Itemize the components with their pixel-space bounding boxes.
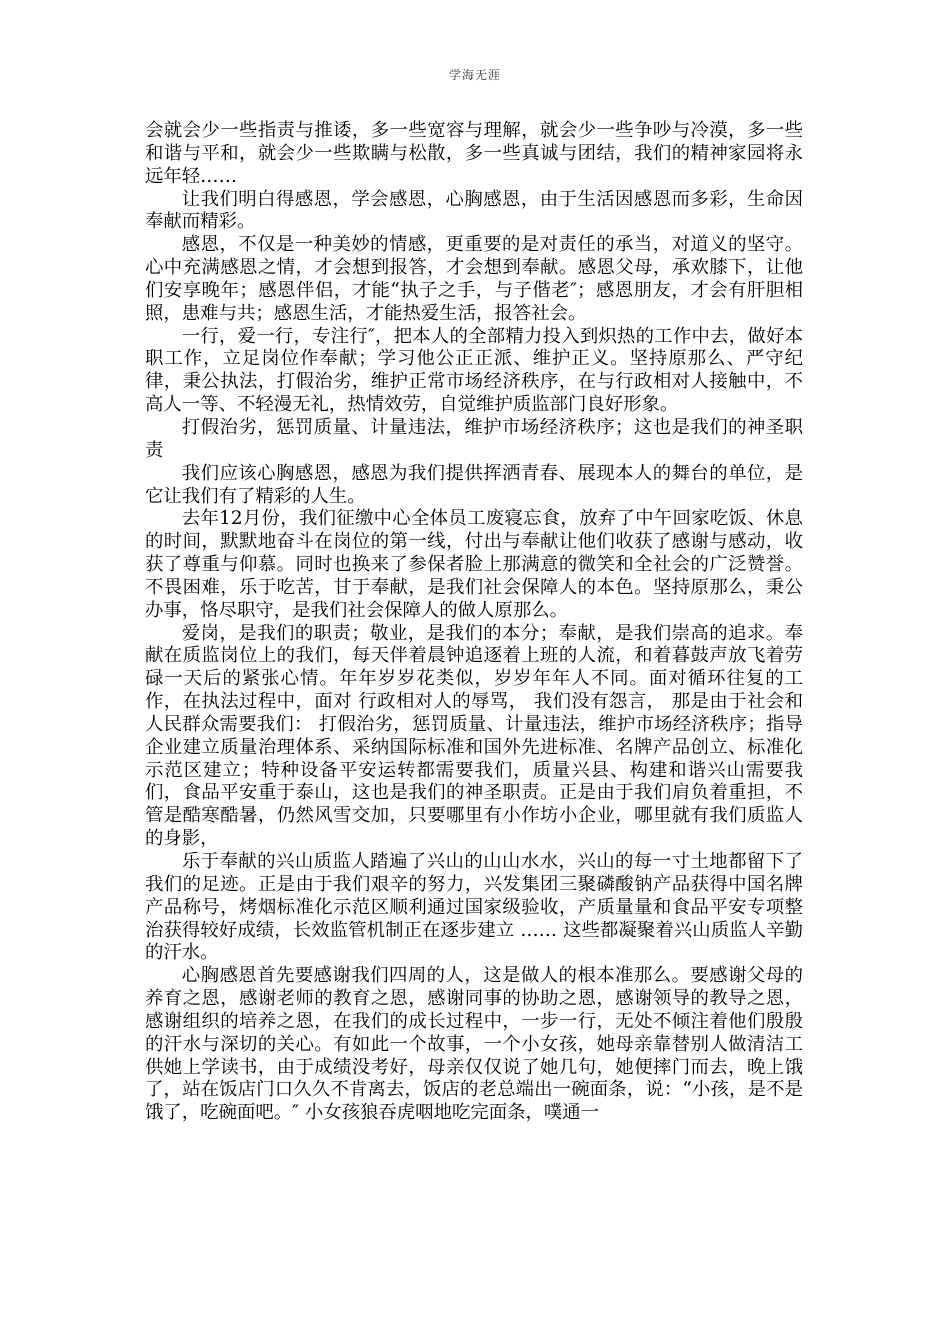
document-body xyxy=(145,120,803,1125)
paragraph-9: 乐于奉献的兴山质监人踏遍了兴山的山山水水，兴山的每一寸土地都留下了我们的足迹。正是由于我们艰辛的努力，兴发集团三聚磷酸钠产品获得中国名牌产品称号，烤烟标准化示范区顺利通过国家级验收，产质量量和食品平安专项整治获得较好成绩，长效监管机制正在逐步建立 …… 这些都凝聚着兴山质监人辛勤的汗水。 xyxy=(145,851,803,964)
paragraph-10: 心胸感恩首先要感谢我们四周的人，这是做人的根本准那么。要感谢父母的养育之恩，感谢老师的教育之恩，感谢同事的协助之恩，感谢领导的教导之恩，感谢组织的培养之恩，在我们的成长过程中，一步一行，无处不倾注着他们殷殷的汗水与深切的关心。有如此一个故事，一个小女孩，她母亲靠替别人做清洁工供她上学读书，由于成绩没考好，母亲仅仅说了她几句，她便摔门而去，晚上饿了，站在饭店门口久久不肯离去，饭店的老总端出一碗面条，说：“小孩，是不是饿了，吃碗面吧。″ 小女孩狼吞虎咽地吃完面条，噗通一 xyxy=(145,965,803,1124)
paragraph-7: 去年12月份，我们征缴中心全体员工废寝忘食，放弃了中午回家吃饭、休息的时间，默默地奋斗在岗位的第一线，付出与奉献让他们收获了感谢与感动，收获了尊重与仰慕。同时也换来了参保者脸上那满意的微笑和全社会的广泛赞誉。不畏困难，乐于吃苦，甘于奉献，是我们社会保障人的本色。坚持原那么，秉公办事，恪尽职守，是我们社会保障人的做人原那么。 xyxy=(145,508,803,621)
paragraph-3: 感恩，不仅是一种美妙的情感，更重要的是对责任的承当，对道义的坚守。心中充满感恩之情，才会想到报答，才会想到奉献。感恩父母，承欢膝下，让他们安享晚年；感恩伴侣，才能“执子之手，与子偕老″；感恩朋友，才会有肝胆相照，患难与共；感恩生活，才能热爱生活，报答社会。 xyxy=(145,234,803,324)
paragraph-5: 打假治劣，惩罚质量、计量违法，维护市场经济秩序；这也是我们的神圣职责 xyxy=(145,416,803,461)
paragraph-1: 会就会少一些指责与推诿，多一些宽容与理解，就会少一些争吵与冷漠，多一些和谐与平和，就会少一些欺瞒与松散，多一些真诚与团结，我们的精神家园将永远年轻…… xyxy=(145,120,803,187)
paragraph-6: 我们应该心胸感恩，感恩为我们提供挥洒青春、展现本人的舞台的单位，是它让我们有了精彩的人生。 xyxy=(145,462,803,507)
paragraph-4: 一行，爱一行，专注行″，把本人的全部精力投入到炽热的工作中去，做好本职工作，立足岗位作奉献；学习他公正正派、维护正义。坚持原那么、严守纪律，秉公执法，打假治劣，维护正常市场经济秩序，在与行政相对人接触中，不高人一等、不轻漫无礼，热情效劳，自觉维护质监部门良好形象。 xyxy=(145,325,803,416)
page-header: 学海无涯 xyxy=(448,68,501,82)
paragraph-2: 让我们明白得感恩，学会感恩，心胸感恩，由于生活因感恩而多彩，生命因奉献而精彩。 xyxy=(145,188,803,233)
paragraph-8: 爱岗，是我们的职责；敬业，是我们的本分；奉献，是我们崇高的追求。奉献在质监岗位上的我们，每天伴着晨钟追逐着上班的人流，和着暮鼓声放飞着劳碌一天后的紧张心情。年年岁岁花类似，岁岁年年人不同。面对循环往复的工作，在执法过程中，面对 行政相对人的辱骂， 我们没有怨言， 那是由于社会和人民群众需要我们： 打假治劣，惩罚质量、计量违法，维护市场经济秩序；指导 企业建立质量治理体系、采纳国际标准和国外先进标准、名牌产品创立、标准化示范区建立；特种设备平安运转都需要我们，质量兴县、构建和谐兴山需要我们，食品平安重于泰山，这也是我们的神圣职责。正是由于我们肩负着重担，不管是酷寒酷暑，仍然风雪交加，只要哪里有小作坊小企业，哪里就有我们质监人的身影， xyxy=(145,622,803,850)
